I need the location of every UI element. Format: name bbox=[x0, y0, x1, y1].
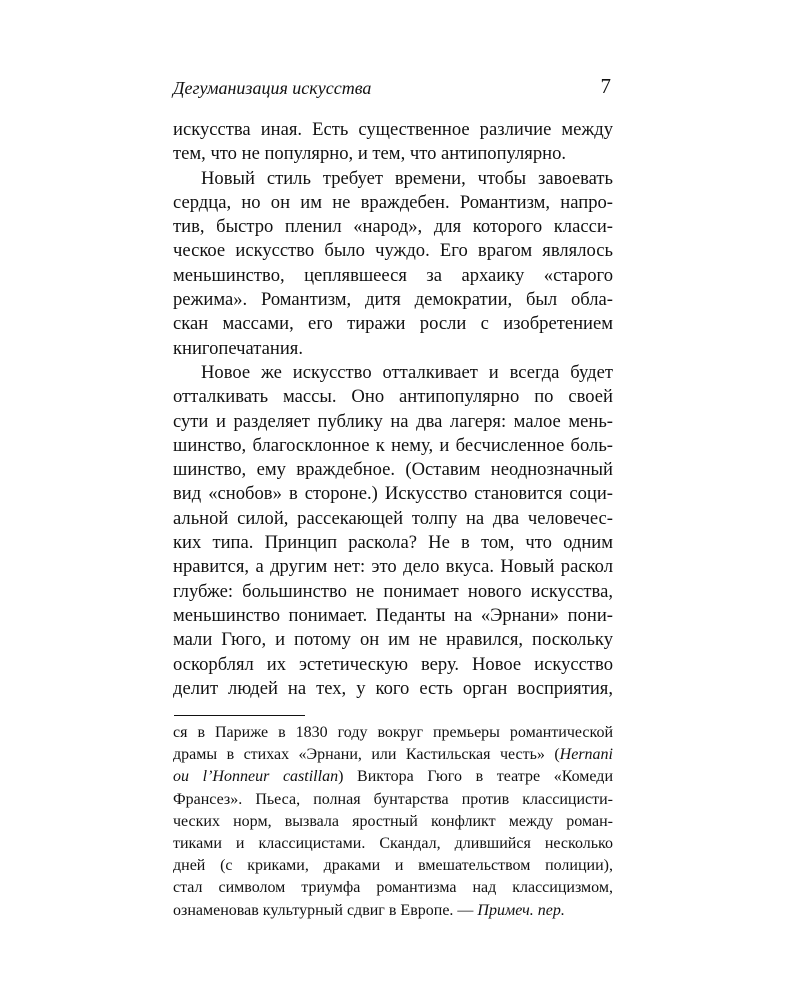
text-line: сердца, но он им не враждебен. Романтизм, напро- bbox=[173, 191, 613, 213]
text-line: скан массами, его тиражи росли с изобретением bbox=[173, 313, 613, 335]
text-line: мали Гюго, и потому он им не нравился, поскольку bbox=[173, 629, 613, 651]
footnote-line: стал символом триумфа романтизма над классицизмом, bbox=[173, 879, 613, 897]
footnote-text: ознаменовав культурный сдвиг в Европе. — bbox=[173, 901, 478, 919]
main-text bbox=[173, 118, 613, 701]
footnote-text: ) Виктора Гюго в театре «Комеди bbox=[338, 768, 614, 786]
footnote-line bbox=[173, 900, 613, 922]
running-head bbox=[173, 74, 613, 104]
text-line: режима». Романтизм, дитя демократии, был обла- bbox=[173, 289, 613, 311]
text-line: меньшинство понимает. Педанты на «Эрнани» пони- bbox=[173, 604, 613, 626]
translator-note: Примеч. пер. bbox=[477, 901, 565, 919]
footnote-line bbox=[173, 766, 613, 788]
text-line: сути и разделяет публику на два лагеря: малое мень- bbox=[173, 410, 613, 432]
text-line: отталкивать массы. Оно антипопулярно по своей bbox=[173, 386, 613, 408]
page-number: 7 bbox=[600, 74, 611, 98]
footnote-italic-title: ou l’Honneur castillan bbox=[173, 768, 339, 786]
footnote-italic-title: Hernani bbox=[559, 746, 613, 764]
footnote-line: ся в Париже в 1830 году вокруг премьеры романтической bbox=[173, 724, 613, 741]
text-line: тив, быстро пленил «народ», для которого класси- bbox=[173, 216, 613, 238]
text-line: нравится, а другим нет: это дело вкуса. Новый раскол bbox=[173, 556, 613, 578]
footnote-line: тиками и классицистами. Скандал, длившийся несколько bbox=[173, 834, 613, 852]
text-line: глубже: большинство не понимает нового искусства, bbox=[173, 580, 613, 602]
text-line: Новое же искусство отталкивает и всегда будет bbox=[201, 361, 613, 383]
text-line: вид «снобов» в стороне.) Искусство становится соци- bbox=[173, 483, 613, 505]
text-line: Новый стиль требует времени, чтобы завоевать bbox=[201, 167, 613, 189]
footnote-line: Франсез». Пьеса, полная бунтарства против классицисти- bbox=[173, 790, 613, 808]
text-line: шинство, благосклонное к нему, и бесчисленное боль- bbox=[173, 434, 613, 456]
text-line: ческое искусство было чуждо. Его врагом являлось bbox=[173, 240, 613, 262]
text-line: оскорблял их эстетическую веру. Новое искусство bbox=[173, 653, 613, 675]
footnote-line bbox=[173, 744, 613, 766]
text-line: альной силой, рассекающей толпу на два человечес- bbox=[173, 507, 613, 529]
text-line: делит людей на тех, у кого есть орган восприятия, bbox=[173, 677, 613, 699]
text-line: книгопечатания. bbox=[173, 337, 303, 359]
footnote-line: ческих норм, вызвала яростный конфликт между роман- bbox=[173, 812, 613, 830]
text-line: тем, что не популярно, и тем, что антипопулярно. bbox=[173, 143, 567, 165]
text-line: искусства иная. Есть существенное различие между bbox=[173, 119, 613, 140]
footnote-line: дней (с криками, драками и вмешательством полиции), bbox=[173, 857, 613, 875]
running-title: Дегуманизация искусства bbox=[173, 78, 372, 98]
text-line: шинство, ему враждебное. (Оставим неоднозначный bbox=[173, 459, 613, 481]
text-line: меньшинство, цеплявшееся за архаику «старого bbox=[173, 264, 613, 286]
footnote-divider bbox=[174, 715, 305, 716]
text-line: ких типа. Принцип раскола? Не в том, что одним bbox=[173, 532, 613, 554]
footnote-text: драмы в стихах «Эрнани, или Кастильская честь» ( bbox=[173, 746, 560, 764]
footnote bbox=[173, 722, 613, 922]
